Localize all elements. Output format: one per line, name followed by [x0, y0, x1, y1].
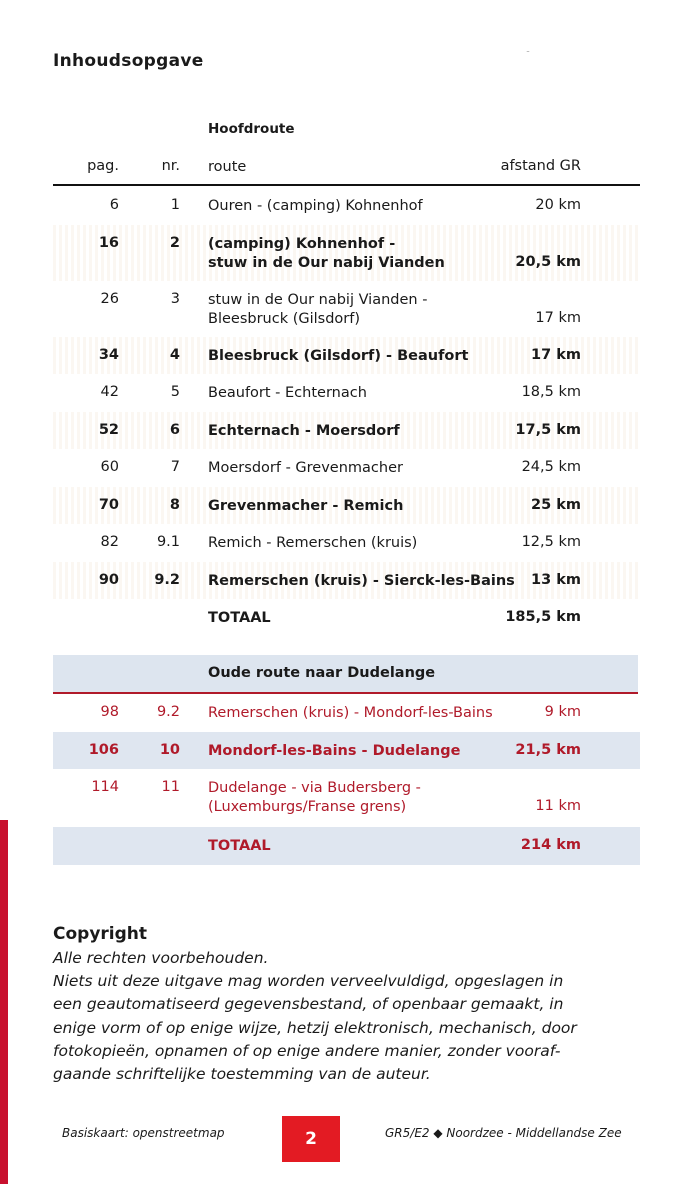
route-line: Remerschen (kruis) - Mondorf-les-Bains: [208, 705, 493, 721]
table-row: [53, 732, 640, 770]
distance-cell: 21,5 km: [515, 741, 581, 758]
footer-book-title: GR5/E2 ◆ Noordzee - Middellandse Zee: [385, 1126, 622, 1140]
page-number-cell: 82: [100, 534, 119, 550]
route-cell: [208, 534, 417, 553]
page-number-cell: 26: [100, 290, 119, 307]
total-label: TOTAAL: [208, 838, 271, 854]
footer-map-credit: Basiskaart: openstreetmap: [62, 1126, 225, 1140]
stage-number-cell: 8: [169, 496, 180, 513]
route-line: Mondorf-les-Bains - Dudelange: [208, 742, 461, 759]
stage-number-cell: 11: [161, 779, 180, 795]
page-number-cell: 42: [100, 384, 119, 400]
distance-cell: 17 km: [531, 346, 581, 363]
stage-number-cell: 9.1: [156, 534, 180, 550]
copyright-text: [53, 947, 653, 1086]
page-number-cell: 52: [98, 421, 119, 438]
route-line: Ouren - (camping) Kohnenhof: [208, 198, 423, 214]
old-route-table: [53, 694, 640, 865]
header-nr: nr.: [161, 158, 180, 174]
copyright-line: enige vorm of op enige wijze, hetzij elektronisch, mechanisch, door: [53, 1018, 577, 1037]
main-route-title: Hoofdroute: [208, 121, 295, 137]
stage-number-cell: 10: [159, 741, 180, 758]
distance-cell: 12,5 km: [521, 534, 581, 550]
route-line: Bleesbruck (Gilsdorf): [208, 310, 361, 327]
route-line: Beaufort - Echternach: [208, 385, 367, 401]
distance-cell: 17,5 km: [515, 421, 581, 438]
old-route-header: [53, 655, 638, 694]
copyright-line: Alle rechten voorbehouden.: [53, 949, 269, 967]
route-cell: [208, 572, 515, 591]
page-number-cell: 6: [109, 197, 119, 213]
stage-number-cell: 1: [170, 197, 180, 213]
route-line: Bleesbruck (Gilsdorf) - Beaufort: [208, 347, 469, 364]
table-row: [53, 562, 640, 600]
page-number-cell: 60: [100, 459, 119, 475]
table-row: [53, 337, 640, 375]
route-line: (Luxemburgs/Franse grens): [208, 799, 407, 815]
table-row: [53, 374, 640, 412]
distance-cell: 18,5 km: [521, 384, 581, 400]
old-route-title: Oude route naar Dudelange: [208, 665, 436, 681]
distance-cell: 13 km: [531, 571, 581, 588]
route-cell: [208, 704, 493, 723]
route-cell: [208, 291, 427, 329]
stage-number-cell: 5: [170, 384, 180, 400]
route-cell: [208, 422, 400, 441]
distance-cell: 11 km: [535, 798, 581, 814]
page-number-cell: 90: [98, 571, 119, 588]
scan-mark: ˜: [526, 50, 530, 59]
distance-cell: 20,5 km: [515, 253, 581, 270]
page-number-cell: 70: [98, 496, 119, 513]
distance-cell: 20 km: [535, 197, 581, 213]
copyright-heading: Copyright: [53, 924, 148, 944]
page-number: 2: [282, 1116, 340, 1162]
route-cell: [208, 384, 367, 403]
route-cell: [208, 197, 423, 216]
stage-number-cell: 4: [169, 346, 180, 363]
table-row: [53, 449, 640, 487]
header-route: route: [208, 159, 247, 175]
route-cell: [208, 459, 403, 478]
table-row: [53, 769, 640, 827]
page-number-cell: 98: [100, 704, 119, 720]
route-cell: [208, 347, 468, 366]
total-row: [53, 599, 640, 637]
total-distance: 185,5 km: [505, 609, 581, 625]
distance-cell: 24,5 km: [521, 459, 581, 475]
copyright-line: fotokopieën, opnamen of op enige andere manier, zonder vooraf-: [53, 1041, 561, 1060]
stage-number-cell: 9.2: [156, 704, 180, 720]
copyright-line: Niets uit deze uitgave mag worden verveelvuldigd, opgeslagen in: [53, 972, 564, 991]
total-row: [53, 827, 640, 865]
route-cell: [208, 235, 445, 273]
table-row: [53, 487, 640, 525]
stage-number-cell: 9.2: [154, 571, 180, 588]
main-route-table: [53, 187, 640, 637]
table-row: [53, 187, 640, 225]
total-label: TOTAAL: [208, 610, 271, 626]
copyright-line: gaande schriftelijke toestemming van de auteur.: [53, 1065, 431, 1084]
table-header: [53, 150, 640, 186]
header-distance: afstand GR: [500, 158, 581, 174]
copyright-line: een geautomatiseerd gegevensbestand, of openbaar gemaakt, in: [53, 995, 564, 1014]
route-line: Remich - Remerschen (kruis): [208, 535, 418, 551]
route-line: Dudelange - via Budersberg -: [208, 780, 421, 796]
stage-number-cell: 6: [169, 421, 180, 438]
page-number-cell: 106: [88, 741, 119, 758]
stage-number-cell: 2: [169, 234, 180, 251]
route-line: (camping) Kohnenhof -: [208, 235, 396, 252]
page-number-cell: 34: [98, 346, 119, 363]
stage-number-cell: 7: [170, 459, 180, 475]
red-edge-strip: [0, 820, 8, 1184]
distance-cell: 9 km: [544, 704, 581, 720]
route-line: Grevenmacher - Remich: [208, 497, 404, 514]
route-cell: [208, 497, 403, 516]
page-title: Inhoudsopgave: [53, 51, 204, 71]
table-row: [53, 281, 640, 337]
page-number-cell: 114: [91, 779, 119, 795]
route-line: stuw in de Our nabij Vianden -: [208, 291, 428, 308]
distance-cell: 25 km: [531, 496, 581, 513]
table-row: [53, 524, 640, 562]
table-row: [53, 225, 640, 281]
total-distance: 214 km: [520, 837, 581, 853]
distance-cell: 17 km: [535, 309, 581, 326]
route-cell: [208, 779, 421, 817]
route-line: stuw in de Our nabij Vianden: [208, 254, 445, 271]
route-line: Echternach - Moersdorf: [208, 422, 400, 439]
route-line: Moersdorf - Grevenmacher: [208, 460, 403, 476]
stage-number-cell: 3: [170, 290, 180, 307]
table-row: [53, 694, 640, 732]
table-row: [53, 412, 640, 450]
header-pag: pag.: [87, 158, 119, 174]
page-number-cell: 16: [98, 234, 119, 251]
route-line: Remerschen (kruis) - Sierck-les-Bains: [208, 572, 515, 589]
route-cell: [208, 742, 460, 761]
